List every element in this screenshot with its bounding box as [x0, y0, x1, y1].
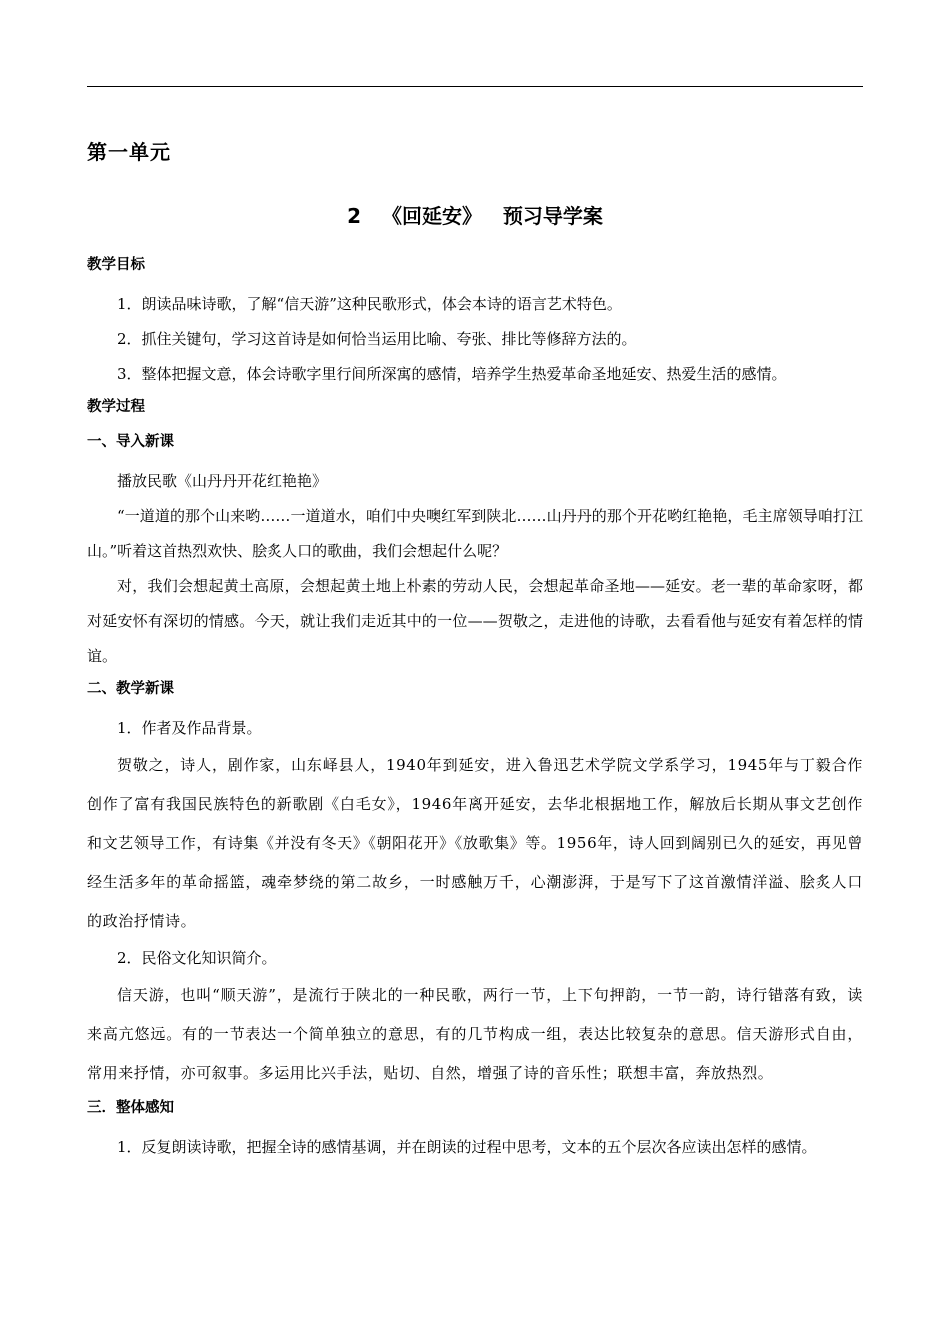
paragraph-author: 贺敬之，诗人，剧作家，山东峄县人，1940年到延安，进入鲁迅艺术学院文学系学习，1945年与丁毅合作创作了富有我国民族特色的新歌剧《白毛女》，1946年离开延安，去华北根据地工作，解放后长期从事文艺创作和文艺领导工作，有诗集《并没有冬天》《朝阳花开》《放歌集》等。1956年，诗人回到阔别已久的延安，再见曾经生活多年的革命摇篮，魂牵梦绕的第二故乡，一时感触万千，心潮澎湃，于是写下了这首激情洋溢、脍炙人口的政治抒情诗。: [87, 756, 863, 930]
process-heading: 教学过程: [87, 399, 145, 415]
paragraph: 对，我们会想起黄土高原，会想起黄土地上朴素的劳动人民，会想起革命圣地——延安。老一辈的革命家呀，都对延安怀有深切的情感。今天，就让我们走近其中的一位——贺敬之，走进他的诗歌，去看看他与延安有着怎样的情谊。: [87, 577, 863, 665]
paragraph: “一道道的那个山来哟……一道道水，咱们中央噢红军到陕北……山丹丹的那个开花哟红艳艳，毛主席领导咱打江山。”听着这首热烈欢快、脍炙人口的歌曲，我们会想起什么呢？: [87, 507, 863, 560]
goals-heading: 教学目标: [87, 257, 145, 273]
lesson-suffix: 预习导学案: [502, 204, 603, 228]
part2-item-author: 1．作者及作品背景。: [117, 719, 262, 737]
goal-item: 1．朗读品味诗歌，了解“信天游”这种民歌形式，体会本诗的语言艺术特色。: [117, 295, 622, 313]
part1-heading: 一、导入新课: [87, 434, 174, 450]
lesson-number: 2: [347, 204, 362, 228]
document-body: [87, 252, 863, 1165]
goal-item: 2．抓住关键句，学习这首诗是如何恰当运用比喻、夸张、排比等修辞方法的。: [117, 330, 637, 348]
goal-item: 3．整体把握文意，体会诗歌字里行间所深寓的感情，培养学生热爱革命圣地延安、热爱生活的感情。: [117, 365, 787, 383]
paragraph-folk: 信天游，也叫“顺天游”，是流行于陕北的一种民歌，两行一节，上下句押韵，一节一韵，诗行错落有致，读来高亢悠远。有的一节表达一个简单独立的意思，有的几节构成一组，表达比较复杂的意思。信天游形式自由，常用来抒情，亦可叙事。多运用比兴手法，贴切、自然，增强了诗的音乐性；联想丰富，奔放热烈。: [87, 986, 863, 1082]
part2-heading: 二、教学新课: [87, 681, 174, 697]
part3-heading: 三．整体感知: [87, 1100, 174, 1116]
unit-title: 第一单元: [87, 140, 171, 164]
lesson-title: [87, 200, 863, 229]
header-rule: [87, 86, 863, 87]
part2-item-folk: 2．民俗文化知识简介。: [117, 949, 277, 967]
lesson-name: 《回延安》: [381, 204, 482, 228]
paragraph: 1．反复朗读诗歌，把握全诗的感情基调，并在朗读的过程中思考，文本的五个层次各应读出怎样的感情。: [117, 1138, 817, 1156]
paragraph: 播放民歌《山丹丹开花红艳艳》: [117, 472, 328, 490]
